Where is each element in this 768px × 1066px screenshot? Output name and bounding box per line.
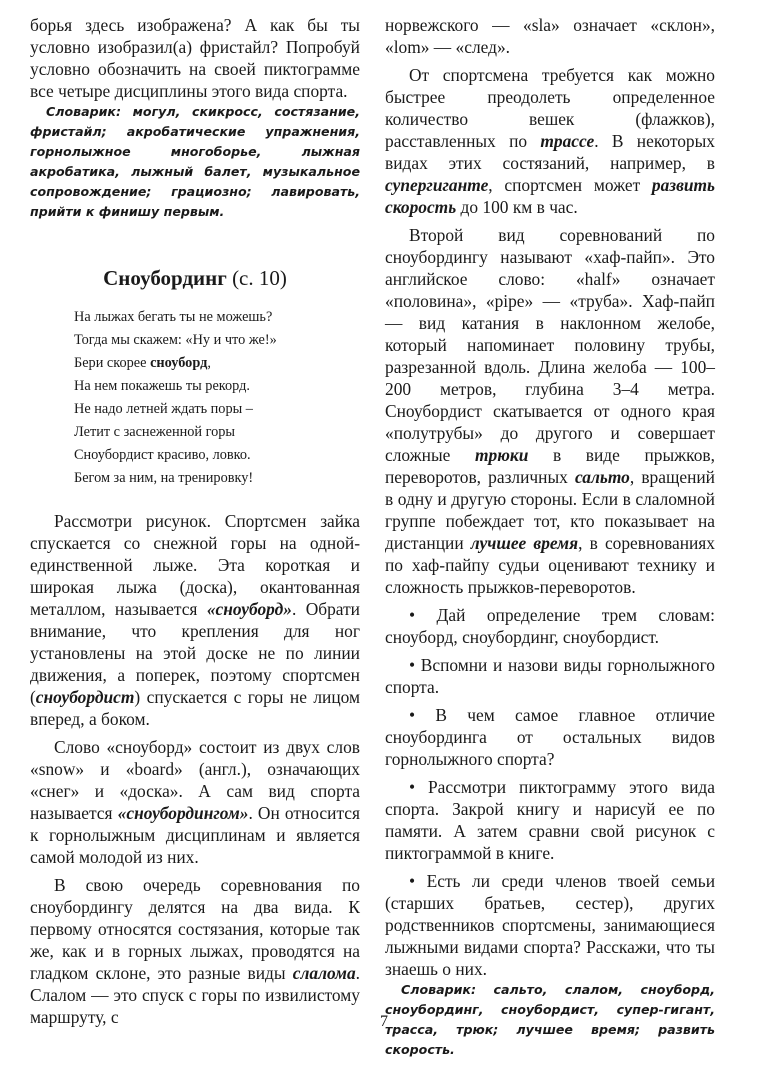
text: . Он относится к горнолыжным дисциплинам и является самой молодой из них. xyxy=(30,803,360,867)
poem-line: На лыжах бегать ты не можешь? xyxy=(74,309,273,325)
right-column xyxy=(385,14,715,1060)
poem-line xyxy=(74,352,360,375)
vocabulary-label: Словарик: xyxy=(401,982,477,997)
section-title xyxy=(30,264,360,292)
vocabulary-words: могул, скикросс, состязание, фристайл; акробатические упражнения, горнолыжное многоборье, лыжная акробатика, лыжный балет, музыкальное сопровождение; грациозно; лавировать, прийти к финишу первым. xyxy=(30,104,360,219)
poem-line: Сноубордист красиво, ловко. xyxy=(74,447,251,463)
poem-line: На нем покажешь ты рекорд. xyxy=(74,378,250,394)
term: супергиганте xyxy=(385,175,489,195)
term: слалома xyxy=(292,963,356,983)
paragraph-snowboard xyxy=(30,510,360,730)
text: , вращений в одну и другую стороны. Если в слаломной группе побеждает тот, кто показывает на дистанции xyxy=(385,467,715,553)
section-title-text: Сноубординг xyxy=(103,266,227,290)
text: Рассмотри рисунок. Спортсмен зайка спускается со снежной горы на одной-единственной лыже. Эта короткая и широкая лыжа (доска), окантованная металлом, называется xyxy=(30,511,360,619)
question-bullet: • В чем самое главное отличие сноубординга от остальных видов горнолыжного спорта? xyxy=(385,705,715,769)
question-bullet: • Дай определение трем словам: сноуборд, сноубординг, сноубордист. xyxy=(385,605,715,647)
text: в виде прыжков, переворотов, различных xyxy=(385,445,715,487)
text: , спортсмен может xyxy=(488,175,652,195)
section-title-page-ref: (с. 10) xyxy=(232,266,287,290)
term: трассе xyxy=(540,131,595,151)
paragraph-slalom xyxy=(30,874,360,1028)
text: Слово «сноуборд» состоит из двух слов «snow» и «board» (англ.), означающих «снег» и «доска». А сам вид спорта называется xyxy=(30,737,360,823)
term: «сноуборд» xyxy=(206,599,292,619)
poem-line: Летит с заснеженной горы xyxy=(74,424,236,440)
term: сальто xyxy=(575,467,630,487)
question-bullet: • Рассмотри пиктограмму этого вида спорта. Закрой книгу и нарисуй ее по памяти. А затем сравни свой рисунок с пиктограммой в книге. xyxy=(385,777,715,863)
question-bullet: • Есть ли среди членов твоей семьи (старших братьев, сестер), других родственников спортсмены, занимающиеся лыжными видами спорта? Расскажи, что ты знаешь о них. xyxy=(385,871,715,979)
vocabulary-words: сальто, слалом, сноуборд, сноубординг, сноубордист, супер-гигант, трасса, трюк; лучшее время; развить скорость. xyxy=(385,982,715,1057)
vocabulary-freestyle xyxy=(30,102,360,222)
term: трюки xyxy=(474,445,529,465)
term: лучшее время xyxy=(470,533,579,553)
paragraph-continuation: норвежского — «sla» означает «склон», «lom» — «след». xyxy=(385,15,715,57)
paragraph-word-origin xyxy=(30,736,360,868)
term: сноубордист xyxy=(35,687,135,707)
page-number: 7 xyxy=(380,1013,388,1030)
text: Второй вид соревнований по сноубордингу называют «хаф-пайп». Это английское слово: «half» означает «половина», «pipe» — «труба». Хаф-пайп — вид катания в наклонном желобе, который напоминает половину трубы, разрезанной вдоль. Длина желоба — 100–200 метров, глубина 3–4 метра. Сноубордист скатывается от одного края «полутрубы» до другого и совершает сложные xyxy=(385,225,715,465)
text: От спортсмена требуется как можно быстрее преодолеть определенное количество вешек (флажков), расставленных по xyxy=(385,65,715,151)
text: . В некоторых видах этих состязаний, например, в xyxy=(385,131,715,173)
text: В свою очередь соревнования по сноубордингу делятся на два вида. К первому относятся состязания, которые так же, как и в горных лыжах, проводятся на гладком склоне, это разные виды xyxy=(30,875,360,983)
term: развить скорость xyxy=(385,175,715,217)
left-column xyxy=(30,14,360,1028)
text: . Слалом — это спуск с горы по извилистому маршруту, с xyxy=(30,963,360,1027)
question-bullet: • Вспомни и назови виды горнолыжного спорта. xyxy=(385,655,715,697)
poem-line: Тогда мы скажем: «Ну и что же!» xyxy=(74,332,277,348)
poem xyxy=(74,306,360,490)
text: ) спускается с горы не лицом вперед, а боком. xyxy=(30,687,360,729)
vocabulary-label: Словарик: xyxy=(46,104,122,119)
poem-line-text: Бери скорее xyxy=(74,355,151,371)
text: . Обрати внимание, что крепления для ног установлены на этой доске не по линии движения, а поперек, поэтому спортсмен ( xyxy=(30,599,360,707)
poem-line: Не надо летней ждать поры – xyxy=(74,401,253,417)
poem-line-punct: , xyxy=(207,355,211,371)
text: до 100 км в час. xyxy=(456,197,578,217)
poem-bold-word: сноуборд xyxy=(150,355,208,371)
intro-paragraph: борья здесь изображена? А как бы ты условно изобразил(а) фристайл? Попробуй условно обозначить на своей пиктограмме все четыре дисциплины этого вида спорта. xyxy=(30,15,360,101)
paragraph-halfpipe xyxy=(385,224,715,598)
text: , в соревнованиях по хаф-пайпу судьи оценивают технику и сложность прыжков-переворотов. xyxy=(385,533,715,597)
term: «сноубордингом» xyxy=(117,803,249,823)
paragraph-race xyxy=(385,64,715,218)
poem-line: Бегом за ним, на тренировку! xyxy=(74,470,254,486)
